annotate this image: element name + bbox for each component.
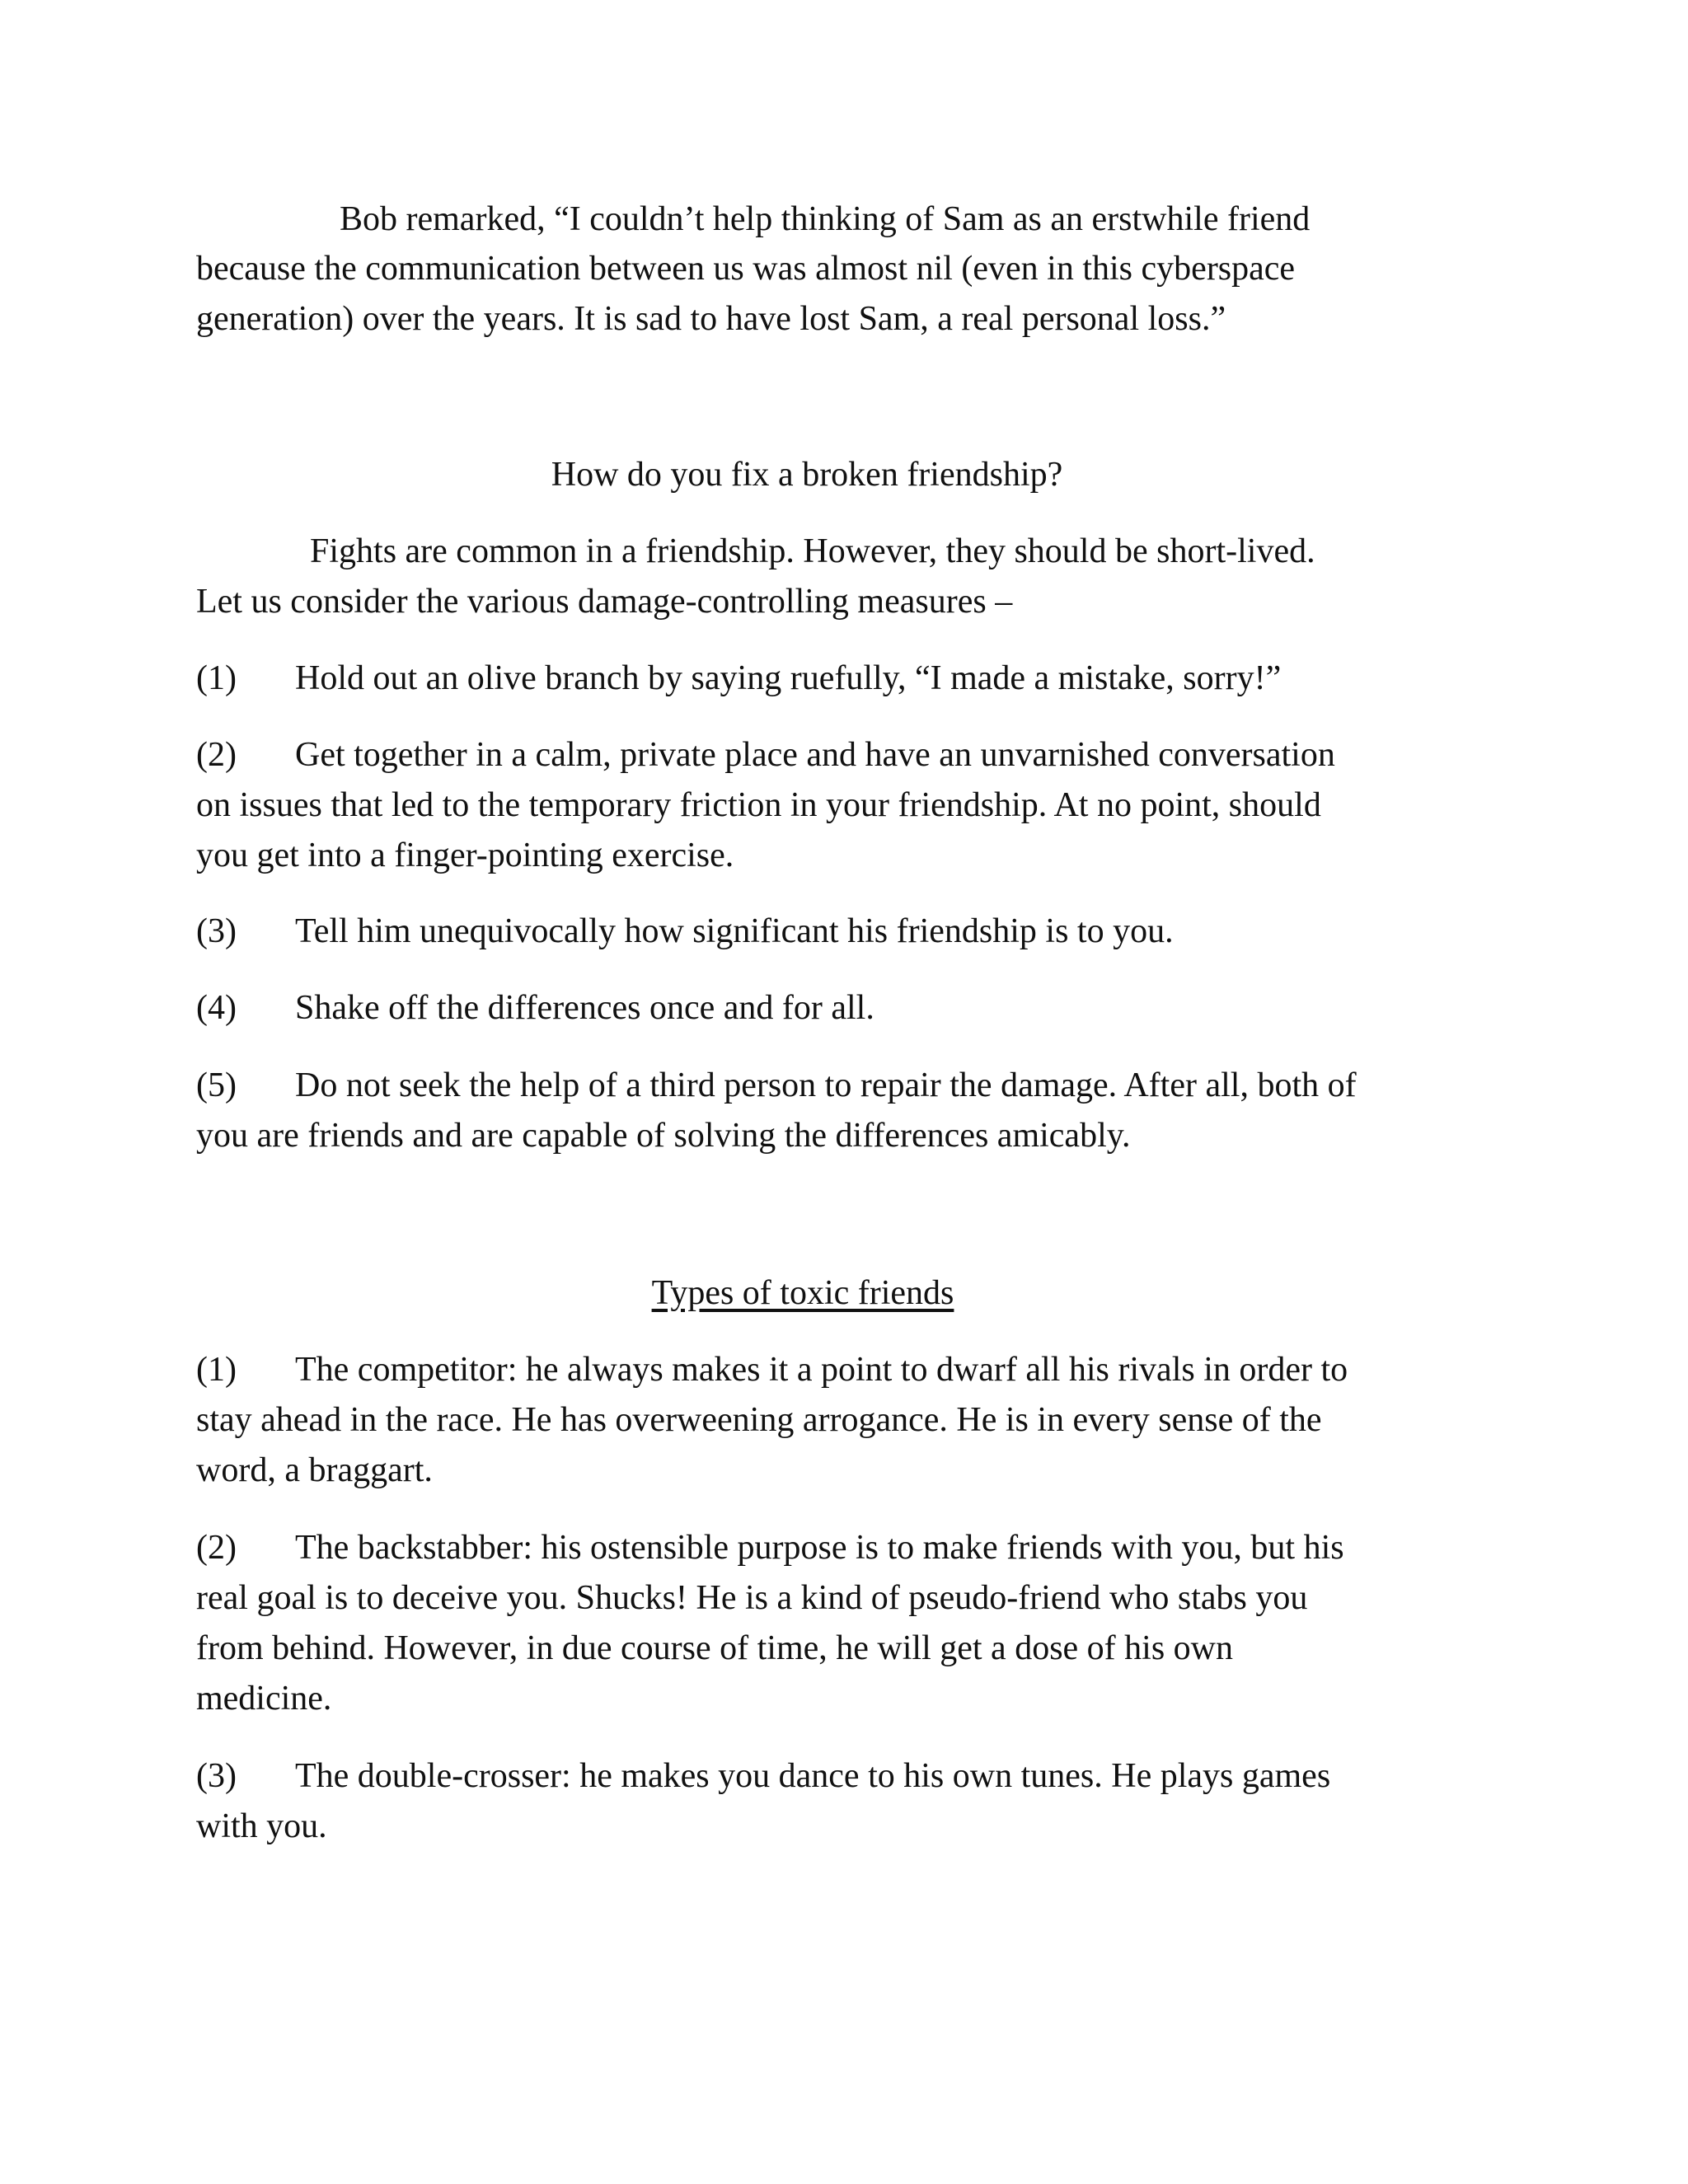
list-item-number: (4) (196, 989, 237, 1027)
list-item-text: Do not seek the help of a third person to repair the damage. After all, both of (295, 1066, 1357, 1104)
list-item-text-continued: from behind. However, in due course of time, he will get a dose of his own (196, 1629, 1234, 1667)
list-item-text-continued: stay ahead in the race. He has overweening arrogance. He is in every sense of the (196, 1401, 1322, 1439)
list-item-text: Hold out an olive branch by saying ruefully, “I made a mistake, sorry!” (295, 659, 1282, 697)
intro-line-1: Bob remarked, “I couldn’t help thinking of Sam as an erstwhile friend (340, 200, 1311, 238)
list-item-text-continued: with you. (196, 1807, 327, 1845)
list-item-text: The backstabber: his ostensible purpose is to make friends with you, but his (295, 1529, 1344, 1567)
list-item-number: (1) (196, 1351, 237, 1389)
section-heading-fix-friendship: How do you fix a broken friendship? (551, 456, 1063, 494)
section-heading-toxic-friends (0, 1268, 1647, 1319)
list-item-number: (3) (196, 1757, 237, 1795)
intro-line-3: generation) over the years. It is sad to have lost Sam, a real personal loss.” (196, 300, 1226, 338)
list-item-line (196, 654, 1498, 704)
list-item-text-continued: you are friends and are capable of solving the differences amicably. (196, 1117, 1131, 1155)
list-item-line (196, 1061, 1498, 1111)
list-item-text: Shake off the differences once and for all. (295, 989, 874, 1027)
list-item-number: (2) (196, 736, 237, 774)
list-item-number: (2) (196, 1529, 237, 1567)
list-item-text: The double-crosser: he makes you dance to his own tunes. He plays games (295, 1757, 1331, 1795)
list-item-number: (5) (196, 1066, 237, 1104)
list-item-text: The competitor: he always makes it a point to dwarf all his rivals in order to (295, 1351, 1348, 1389)
list-item-line (196, 730, 1498, 780)
list-item-line (196, 1751, 1498, 1802)
section-heading-text: Types of toxic friends (651, 1274, 954, 1312)
intro-line-2: because the communication between us was almost nil (even in this cyberspace (196, 250, 1296, 288)
list-item-text: Get together in a calm, private place and have an unvarnished conversation (295, 736, 1335, 774)
lead-line-1: Fights are common in a friendship. However, they should be short-lived. (310, 532, 1315, 570)
list-item-text: Tell him unequivocally how significant his friendship is to you. (295, 912, 1174, 950)
list-item-number: (1) (196, 659, 237, 697)
list-item-text-continued: real goal is to deceive you. Shucks! He is a kind of pseudo-friend who stabs you (196, 1579, 1308, 1617)
list-item-text-continued: word, a braggart. (196, 1451, 433, 1489)
list-item-text-continued: you get into a finger-pointing exercise. (196, 837, 734, 874)
list-item-line (196, 1345, 1498, 1395)
lead-line-2: Let us consider the various damage-controlling measures – (196, 583, 1013, 621)
list-item-text-continued: medicine. (196, 1680, 332, 1718)
list-item-number: (3) (196, 912, 237, 950)
list-item-text-continued: on issues that led to the temporary friction in your friendship. At no point, should (196, 786, 1321, 824)
list-item-line (196, 1523, 1498, 1573)
list-item-line (196, 983, 1498, 1033)
list-item-line (196, 907, 1498, 957)
